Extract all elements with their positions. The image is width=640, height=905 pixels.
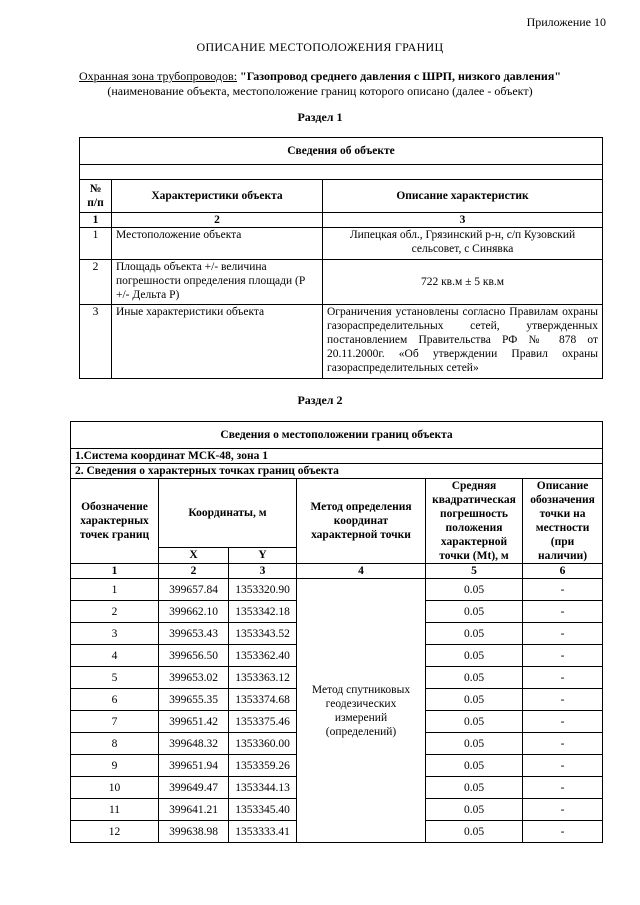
table2-num: 4 [297, 564, 426, 579]
coord-x: 399651.94 [159, 755, 229, 777]
point-error: 0.05 [426, 623, 523, 645]
coord-x: 399641.21 [159, 799, 229, 821]
coord-x: 399653.02 [159, 667, 229, 689]
table2-num: 6 [523, 564, 603, 579]
coord-x: 399656.50 [159, 645, 229, 667]
point-description: - [523, 645, 603, 667]
point-description: - [523, 623, 603, 645]
point-description: - [523, 755, 603, 777]
table1-title: Сведения об объекте [80, 138, 603, 165]
row-name: Площадь объекта +/- величина погрешности определения площади (Р +/- Дельта Р) [112, 260, 323, 305]
coord-x: 399648.32 [159, 733, 229, 755]
coord-x: 399638.98 [159, 821, 229, 843]
point-error: 0.05 [426, 799, 523, 821]
point-number: 9 [71, 755, 159, 777]
point-number: 10 [71, 777, 159, 799]
row-name: Местоположение объекта [112, 228, 323, 260]
row-desc: 722 кв.м ± 5 кв.м [323, 260, 603, 305]
point-description: - [523, 799, 603, 821]
row-name: Иные характеристики объекта [112, 305, 323, 379]
row-number: 2 [80, 260, 112, 305]
table1-header-characteristic: Характеристики объекта [112, 180, 323, 213]
table1-header-number: № п/п [80, 180, 112, 213]
table1-num: 3 [323, 213, 603, 228]
zone-prefix: Охранная зона трубопроводов: [78, 69, 238, 83]
table-row [80, 260, 603, 305]
col-error: Средняя квадратическая погрешность положения характерной точки (Mt), м [426, 479, 523, 564]
page-title: ОПИСАНИЕ МЕСТОПОЛОЖЕНИЯ ГРАНИЦ [196, 40, 444, 54]
appendix-label: Приложение 10 [526, 15, 606, 29]
coord-y: 1353374.68 [229, 689, 297, 711]
coord-x: 399662.10 [159, 601, 229, 623]
table2-title: Сведения о местоположении границ объекта [71, 422, 603, 449]
object-zone [0, 69, 640, 99]
coord-y: 1353375.46 [229, 711, 297, 733]
row-number: 1 [80, 228, 112, 260]
point-number: 3 [71, 623, 159, 645]
point-number: 2 [71, 601, 159, 623]
coord-y: 1353333.41 [229, 821, 297, 843]
points-body [71, 579, 603, 843]
coord-x: 399653.43 [159, 623, 229, 645]
section-1-title: Раздел 1 [297, 110, 343, 124]
table2-num: 2 [159, 564, 229, 579]
coord-x: 399657.84 [159, 579, 229, 601]
point-error: 0.05 [426, 821, 523, 843]
point-error: 0.05 [426, 667, 523, 689]
point-description: - [523, 733, 603, 755]
point-description: - [523, 667, 603, 689]
point-error: 0.05 [426, 711, 523, 733]
point-description: - [523, 821, 603, 843]
point-number: 8 [71, 733, 159, 755]
col-desc: Описание обозначения точки на местности (при наличии) [523, 479, 603, 564]
table-row [71, 579, 603, 601]
row-desc: Ограничения установлены согласно Правилам охраны газораспределительных сетей, утвержденных постановлением Правительства РФ № 878 от 20.11.2000г. «Об утверждении Правил охраны газораспределительных сетей» [323, 305, 603, 379]
point-error: 0.05 [426, 755, 523, 777]
zone-name: "Газопровод среднего давления с ШРП, низкого давления" [240, 69, 561, 83]
coord-y: 1353359.26 [229, 755, 297, 777]
points-header: 2. Сведения о характерных точках границ объекта [71, 464, 603, 479]
point-number: 6 [71, 689, 159, 711]
zone-note: (наименование объекта, местоположение границ которого описано (далее - объект) [107, 84, 533, 98]
point-description: - [523, 601, 603, 623]
col-y: Y [229, 548, 297, 564]
table1-spacer [80, 165, 603, 180]
point-description: - [523, 689, 603, 711]
coord-x: 399655.35 [159, 689, 229, 711]
col-x: X [159, 548, 229, 564]
table2-num: 5 [426, 564, 523, 579]
point-number: 1 [71, 579, 159, 601]
table-row [80, 305, 603, 379]
table1-header-description: Описание характеристик [323, 180, 603, 213]
coord-y: 1353320.90 [229, 579, 297, 601]
coord-y: 1353345.40 [229, 799, 297, 821]
boundary-table [70, 421, 603, 843]
table1-num: 1 [80, 213, 112, 228]
col-coords: Координаты, м [159, 479, 297, 548]
coord-y: 1353362.40 [229, 645, 297, 667]
coord-y: 1353344.13 [229, 777, 297, 799]
col-method: Метод определения координат характерной точки [297, 479, 426, 564]
col-point: Обозначение характерных точек границ [71, 479, 159, 564]
point-number: 12 [71, 821, 159, 843]
point-description: - [523, 711, 603, 733]
coord-y: 1353360.00 [229, 733, 297, 755]
row-desc: Липецкая обл., Грязинский р-н, с/п Кузовский сельсовет, с Синявка [323, 228, 603, 260]
point-error: 0.05 [426, 777, 523, 799]
row-number: 3 [80, 305, 112, 379]
point-number: 11 [71, 799, 159, 821]
point-error: 0.05 [426, 689, 523, 711]
section-2-title: Раздел 2 [297, 393, 343, 407]
table2-num: 1 [71, 564, 159, 579]
table-row [80, 228, 603, 260]
point-number: 4 [71, 645, 159, 667]
coordinate-system: 1.Система координат МСК-48, зона 1 [71, 449, 603, 464]
coord-y: 1353363.12 [229, 667, 297, 689]
object-info-table [79, 137, 603, 379]
coord-x: 399649.47 [159, 777, 229, 799]
point-error: 0.05 [426, 645, 523, 667]
point-error: 0.05 [426, 733, 523, 755]
point-number: 5 [71, 667, 159, 689]
coord-y: 1353343.52 [229, 623, 297, 645]
table2-num: 3 [229, 564, 297, 579]
point-number: 7 [71, 711, 159, 733]
point-error: 0.05 [426, 579, 523, 601]
point-error: 0.05 [426, 601, 523, 623]
table1-num: 2 [112, 213, 323, 228]
point-description: - [523, 777, 603, 799]
method-cell: Метод спутниковых геодезических измерений (определений) [297, 579, 426, 843]
coord-x: 399651.42 [159, 711, 229, 733]
point-description: - [523, 579, 603, 601]
coord-y: 1353342.18 [229, 601, 297, 623]
